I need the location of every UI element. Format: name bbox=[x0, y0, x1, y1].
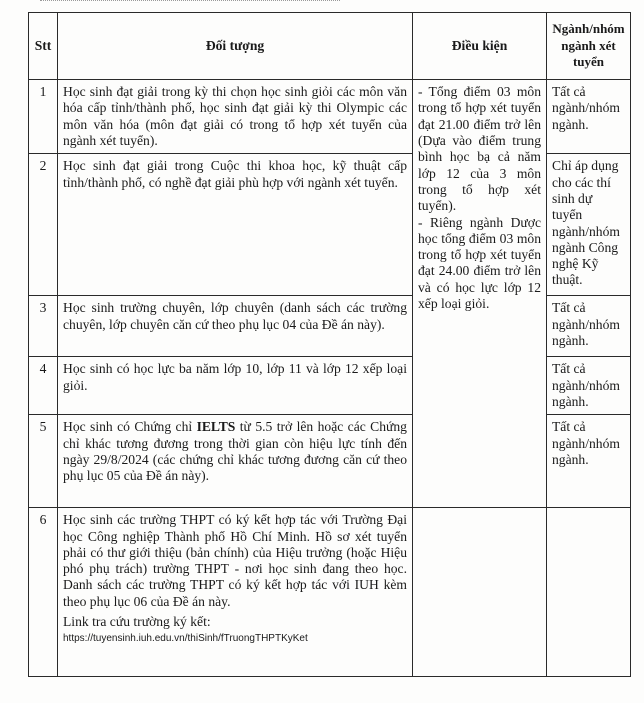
row-major: Chỉ áp dụng cho các thí sinh dự tuyển ngành/nhóm ngành Công nghệ Kỹ thuật. bbox=[547, 154, 631, 296]
header-condition: Điều kiện bbox=[413, 13, 547, 80]
table-header-row bbox=[29, 13, 631, 80]
row-condition-empty bbox=[413, 508, 547, 677]
partner-school-link[interactable]: https://tuyensinh.iuh.edu.vn/thiSinh/fTruongTHPTKyKet bbox=[63, 633, 308, 645]
row-major: Tất cả ngành/nhóm ngành. bbox=[547, 296, 631, 357]
row-stt: 3 bbox=[29, 296, 58, 357]
table-row bbox=[29, 80, 631, 154]
row-major: Tất cả ngành/nhóm ngành. bbox=[547, 80, 631, 154]
ielts-emphasis: IELTS bbox=[196, 419, 236, 435]
row-major: Tất cả ngành/nhóm ngành. bbox=[547, 415, 631, 508]
row-stt: 6 bbox=[29, 508, 58, 677]
row-stt: 4 bbox=[29, 357, 58, 415]
link-label: Link tra cứu trường ký kết: bbox=[63, 614, 211, 630]
condition-line-pharmacy: - Riêng ngành Dược học tổng điểm 03 môn trong tổ hợp xét tuyển đạt 24.00 điểm trở lên và có học lực lớp 12 xếp loại giỏi. bbox=[418, 214, 541, 312]
row-subject bbox=[58, 415, 413, 508]
shared-condition-cell bbox=[413, 80, 547, 508]
header-subject: Đối tượng bbox=[58, 13, 413, 80]
admission-criteria-table bbox=[28, 12, 631, 677]
row-subject bbox=[58, 508, 413, 677]
subject-text: Học sinh có Chứng chỉ bbox=[63, 419, 197, 435]
row-subject: Học sinh đạt giải trong Cuộc thi khoa học, kỹ thuật cấp tỉnh/thành phố, có nghề đạt giải phù hợp với ngành xét tuyển. bbox=[58, 154, 413, 296]
row-stt: 1 bbox=[29, 80, 58, 154]
subject-text: từ 5.5 trở lên hoặc các Chứng chỉ khác tương đương trong thời gian còn hiệu lực tính đến ngày 29/8/2024 (các chứng chỉ khác tương đương căn cứ theo phụ lục 05 của Đề án này). bbox=[63, 419, 407, 484]
row-subject: Học sinh có học lực ba năm lớp 10, lớp 11 và lớp 12 xếp loại giỏi. bbox=[58, 357, 413, 415]
row-stt: 5 bbox=[29, 415, 58, 508]
row-major: Tất cả ngành/nhóm ngành. bbox=[547, 357, 631, 415]
header-major: Ngành/nhóm ngành xét tuyển bbox=[547, 13, 631, 80]
condition-line-total-score: - Tổng điểm 03 môn trong tổ hợp xét tuyển đạt 21.00 điểm trở lên (Dựa vào điểm trung bình học bạ cả năm lớp 12 của 3 môn trong tổ hợp xét tuyển). bbox=[418, 84, 541, 214]
row-subject: Học sinh đạt giải trong kỳ thi chọn học sinh giỏi các môn văn hóa cấp tỉnh/thành phố, học sinh đạt giải kỳ thi Olympic các môn văn hóa (môn đạt giải có trong tổ hợp xét tuyển của ngành xét tuyển). bbox=[58, 80, 413, 154]
subject-text: Học sinh các trường THPT có ký kết hợp tác với Trường Đại học Công nghiệp Thành phố Hồ Chí Minh. Hồ sơ xét tuyển phải có thư giới thiệu (bản chính) của Hiệu trưởng (hoặc Hiệu phó phụ trách) trường THPT - nơi học sinh đang theo học. Danh sách các trường THPT có ký kết hợp tác với IUH kèm theo phụ lục 06 của Đề án này. bbox=[63, 512, 407, 609]
scan-artifact-top bbox=[40, 0, 340, 5]
row-stt: 2 bbox=[29, 154, 58, 296]
row-subject: Học sinh trường chuyên, lớp chuyên (danh sách các trường chuyên, lớp chuyên căn cứ theo phụ lục 04 của Đề án này). bbox=[58, 296, 413, 357]
table-row bbox=[29, 508, 631, 677]
header-stt: Stt bbox=[29, 13, 58, 80]
row-major bbox=[547, 508, 631, 677]
